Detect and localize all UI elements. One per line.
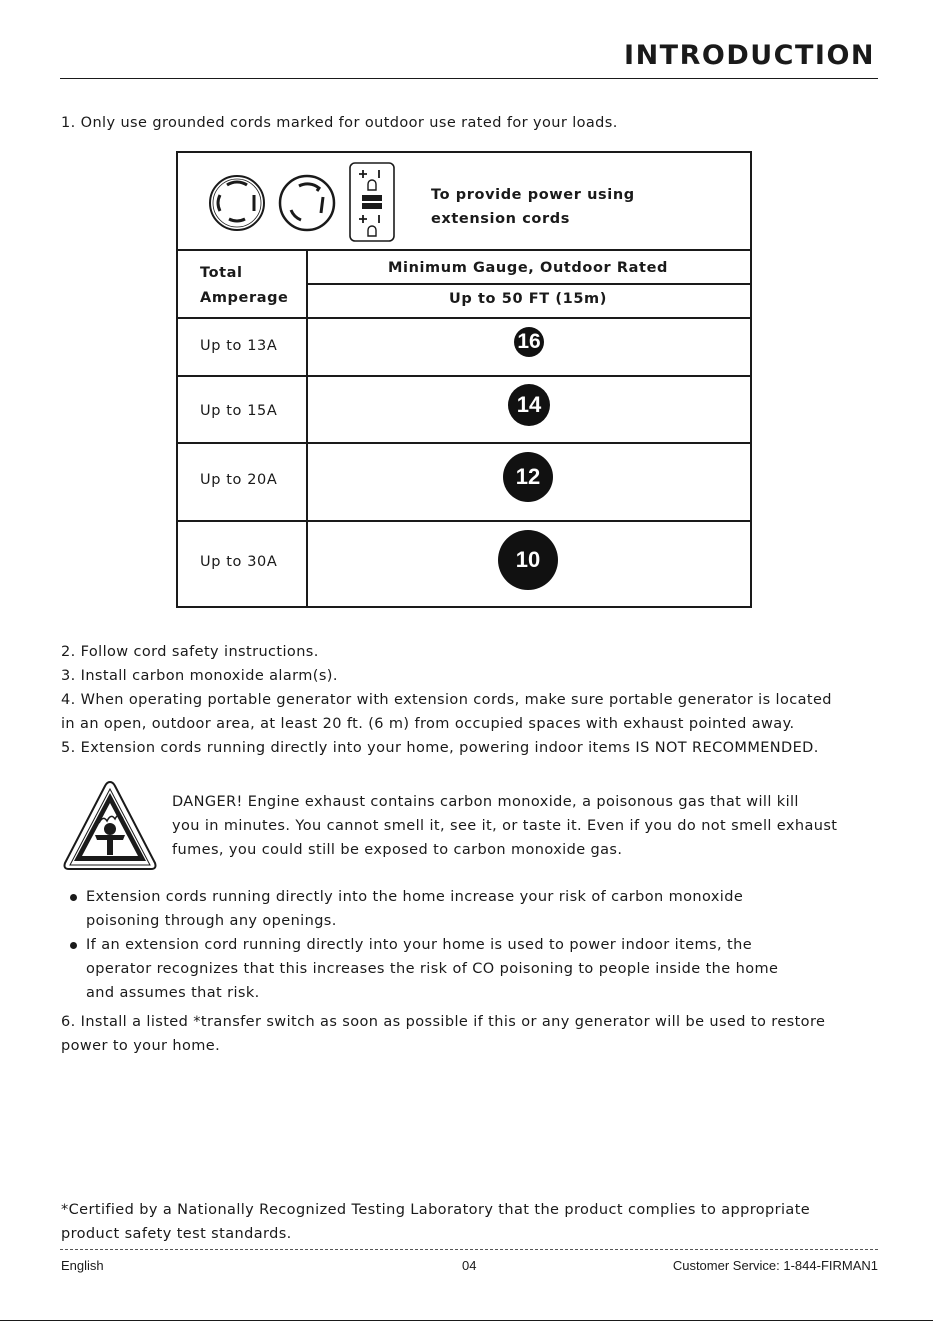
power-label-line-1: To provide power using: [431, 187, 635, 203]
bullet-list: [70, 885, 778, 1005]
bullet-dot: [70, 942, 77, 949]
column-header-length: Up to 50 FT (15m): [449, 291, 607, 307]
gauge-badge: 14: [508, 384, 550, 426]
table-divider: [178, 375, 750, 377]
gauge-badge: 10: [498, 530, 558, 590]
footnote: [61, 1198, 810, 1246]
bullet-line: Extension cords running directly into the home increase your risk of carbon monoxide: [86, 889, 744, 905]
table-row-amperage: Up to 20A: [200, 472, 278, 488]
customer-service: Customer Service: 1-844-FIRMAN1: [672, 1258, 878, 1273]
extension-cord-gauge-table: [176, 151, 752, 608]
gauge-badge: 12: [503, 452, 553, 502]
danger-line: fumes, you could still be exposed to carbon monoxide gas.: [172, 842, 623, 858]
bullet-line: and assumes that risk.: [86, 985, 260, 1001]
danger-line: DANGER! Engine exhaust contains carbon monoxide, a poisonous gas that will kill: [172, 794, 799, 810]
footer-language: English: [61, 1258, 104, 1273]
bullet-dot: [70, 894, 77, 901]
column-header-gauge: Minimum Gauge, Outdoor Rated: [387, 260, 669, 276]
danger-warning: [172, 790, 837, 862]
instruction-list: [61, 640, 832, 760]
bullet-line: operator recognizes that this increases the risk of CO poisoning to people inside the home: [86, 961, 779, 977]
item6-line: power to your home.: [61, 1038, 221, 1054]
instruction-item-3: 3. Install carbon monoxide alarm(s).: [61, 668, 338, 684]
table-divider: [178, 249, 750, 251]
footer-divider: [60, 1249, 878, 1250]
table-divider: [178, 442, 750, 444]
instruction-item-2: 2. Follow cord safety instructions.: [61, 644, 319, 660]
bullet-line: poisoning through any openings.: [86, 913, 337, 929]
table-divider: [178, 520, 750, 522]
danger-line: you in minutes. You cannot smell it, see it, or taste it. Even if you do not smell exhaust: [172, 818, 838, 834]
column-header-total: Total: [200, 265, 243, 281]
power-label-line-2: extension cords: [431, 211, 570, 227]
title-divider: [60, 78, 878, 79]
bullet-line: If an extension cord running directly into your home is used to power indoor items, the: [86, 937, 753, 953]
footnote-line: *Certified by a Nationally Recognized Testing Laboratory that the product complies to appropriate: [61, 1202, 811, 1218]
table-row-amperage: Up to 30A: [200, 554, 278, 570]
instruction-item-4-cont: in an open, outdoor area, at least 20 ft. (6 m) from occupied spaces with exhaust pointed away.: [61, 716, 795, 732]
table-row-amperage: Up to 15A: [200, 403, 278, 419]
column-header-amperage: Amperage: [200, 290, 289, 306]
twist-lock-outlet-icon: [207, 173, 267, 233]
table-divider: [306, 283, 750, 285]
carbon-monoxide-warning-icon: [61, 779, 159, 873]
table-divider: [178, 317, 750, 319]
gfci-outlet-icon: [349, 162, 395, 242]
table-row-amperage: Up to 13A: [200, 338, 278, 354]
instruction-item-1: 1. Only use grounded cords marked for outdoor use rated for your loads.: [61, 115, 618, 131]
page-number: 04: [462, 1258, 477, 1273]
twist-lock-plug-icon: [277, 173, 337, 233]
list-item: [70, 933, 778, 1005]
gauge-badge: 16: [514, 327, 544, 357]
footnote-line: product safety test standards.: [61, 1226, 292, 1242]
list-item: [70, 885, 778, 933]
instruction-item-4: 4. When operating portable generator with extension cords, make sure portable generator is located: [61, 692, 832, 708]
item6-line: 6. Install a listed *transfer switch as soon as possible if this or any generator will be used to restore: [61, 1014, 826, 1030]
instruction-item-6: [61, 1010, 825, 1058]
page-title: INTRODUCTION: [624, 40, 875, 71]
instruction-item-5: 5. Extension cords running directly into your home, powering indoor items IS NOT RECOMMENDED.: [61, 740, 819, 756]
page-edge: [0, 1320, 933, 1321]
